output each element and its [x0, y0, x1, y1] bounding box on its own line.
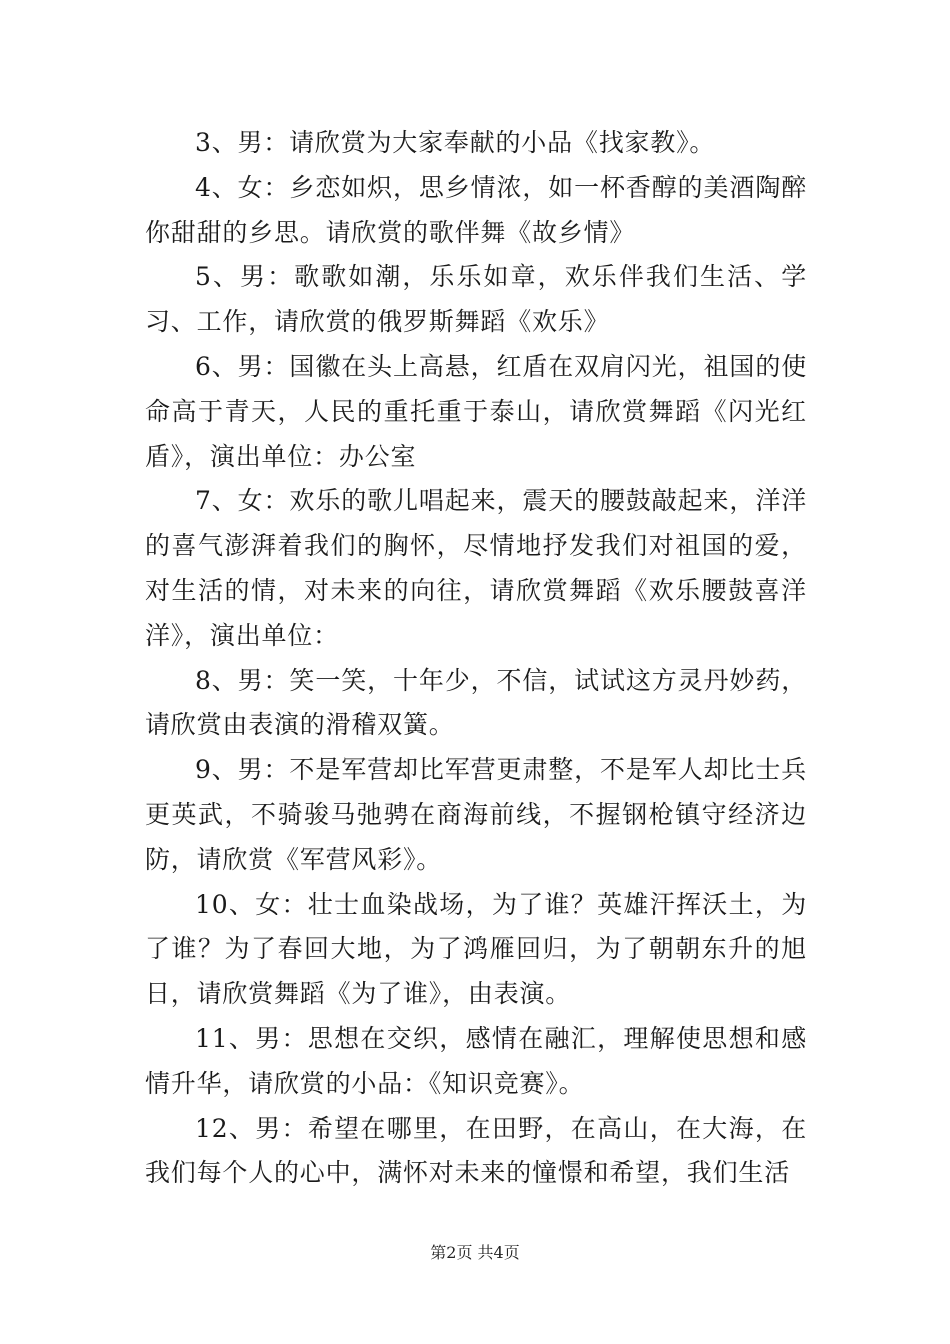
paragraph-4: 4、女：乡恋如炽，思乡情浓，如一杯香醇的美酒陶醉你甜甜的乡思。请欣赏的歌伴舞《故乡情》 [145, 172, 807, 247]
page-footer: 第2页 共4页 [430, 1243, 520, 1262]
paragraph-11: 11、男：思想在交织，感情在融汇，理解使思想和感情升华，请欣赏的小品：《知识竞赛》。 [145, 1023, 807, 1098]
paragraph-6: 6、男：国徽在头上高悬，红盾在双肩闪光，祖国的使命高于青天，人民的重托重于泰山，请欣赏舞蹈《闪光红盾》，演出单位：办公室 [145, 351, 807, 471]
paragraph-8: 8、男：笑一笑，十年少，不信，试试这方灵丹妙药，请欣赏由表演的滑稽双簧。 [145, 665, 807, 740]
paragraph-9: 9、男：不是军营却比军营更肃整，不是军人却比士兵更英武，不骑骏马弛骋在商海前线，不握钢枪镇守经济边防，请欣赏《军营风彩》。 [145, 755, 807, 874]
paragraph-7: 7、女：欢乐的歌儿唱起来，震天的腰鼓敲起来，洋洋的喜气澎湃着我们的胸怀，尽情地抒发我们对祖国的爱，对生活的情，对未来的向往，请欣赏舞蹈《欢乐腰鼓喜洋洋》，演出单位： [145, 486, 807, 650]
paragraph-12: 12、男：希望在哪里，在田野，在高山，在大海，在我们每个人的心中，满怀对未来的憧憬和希望，我们生活 [145, 1113, 807, 1188]
paragraph-3: 3、男：请欣赏为大家奉献的小品《找家教》。 [195, 128, 716, 157]
paragraph-10: 10、女：壮士血染战场，为了谁？英雄汗挥沃土，为了谁？为了春回大地，为了鸿雁回归，为了朝朝东升的旭日，请欣赏舞蹈《为了谁》，由表演。 [145, 889, 807, 1009]
document-body [145, 121, 807, 1196]
paragraph-5: 5、男：歌歌如潮，乐乐如章，欢乐伴我们生活、学习、工作，请欣赏的俄罗斯舞蹈《欢乐》 [145, 262, 807, 337]
